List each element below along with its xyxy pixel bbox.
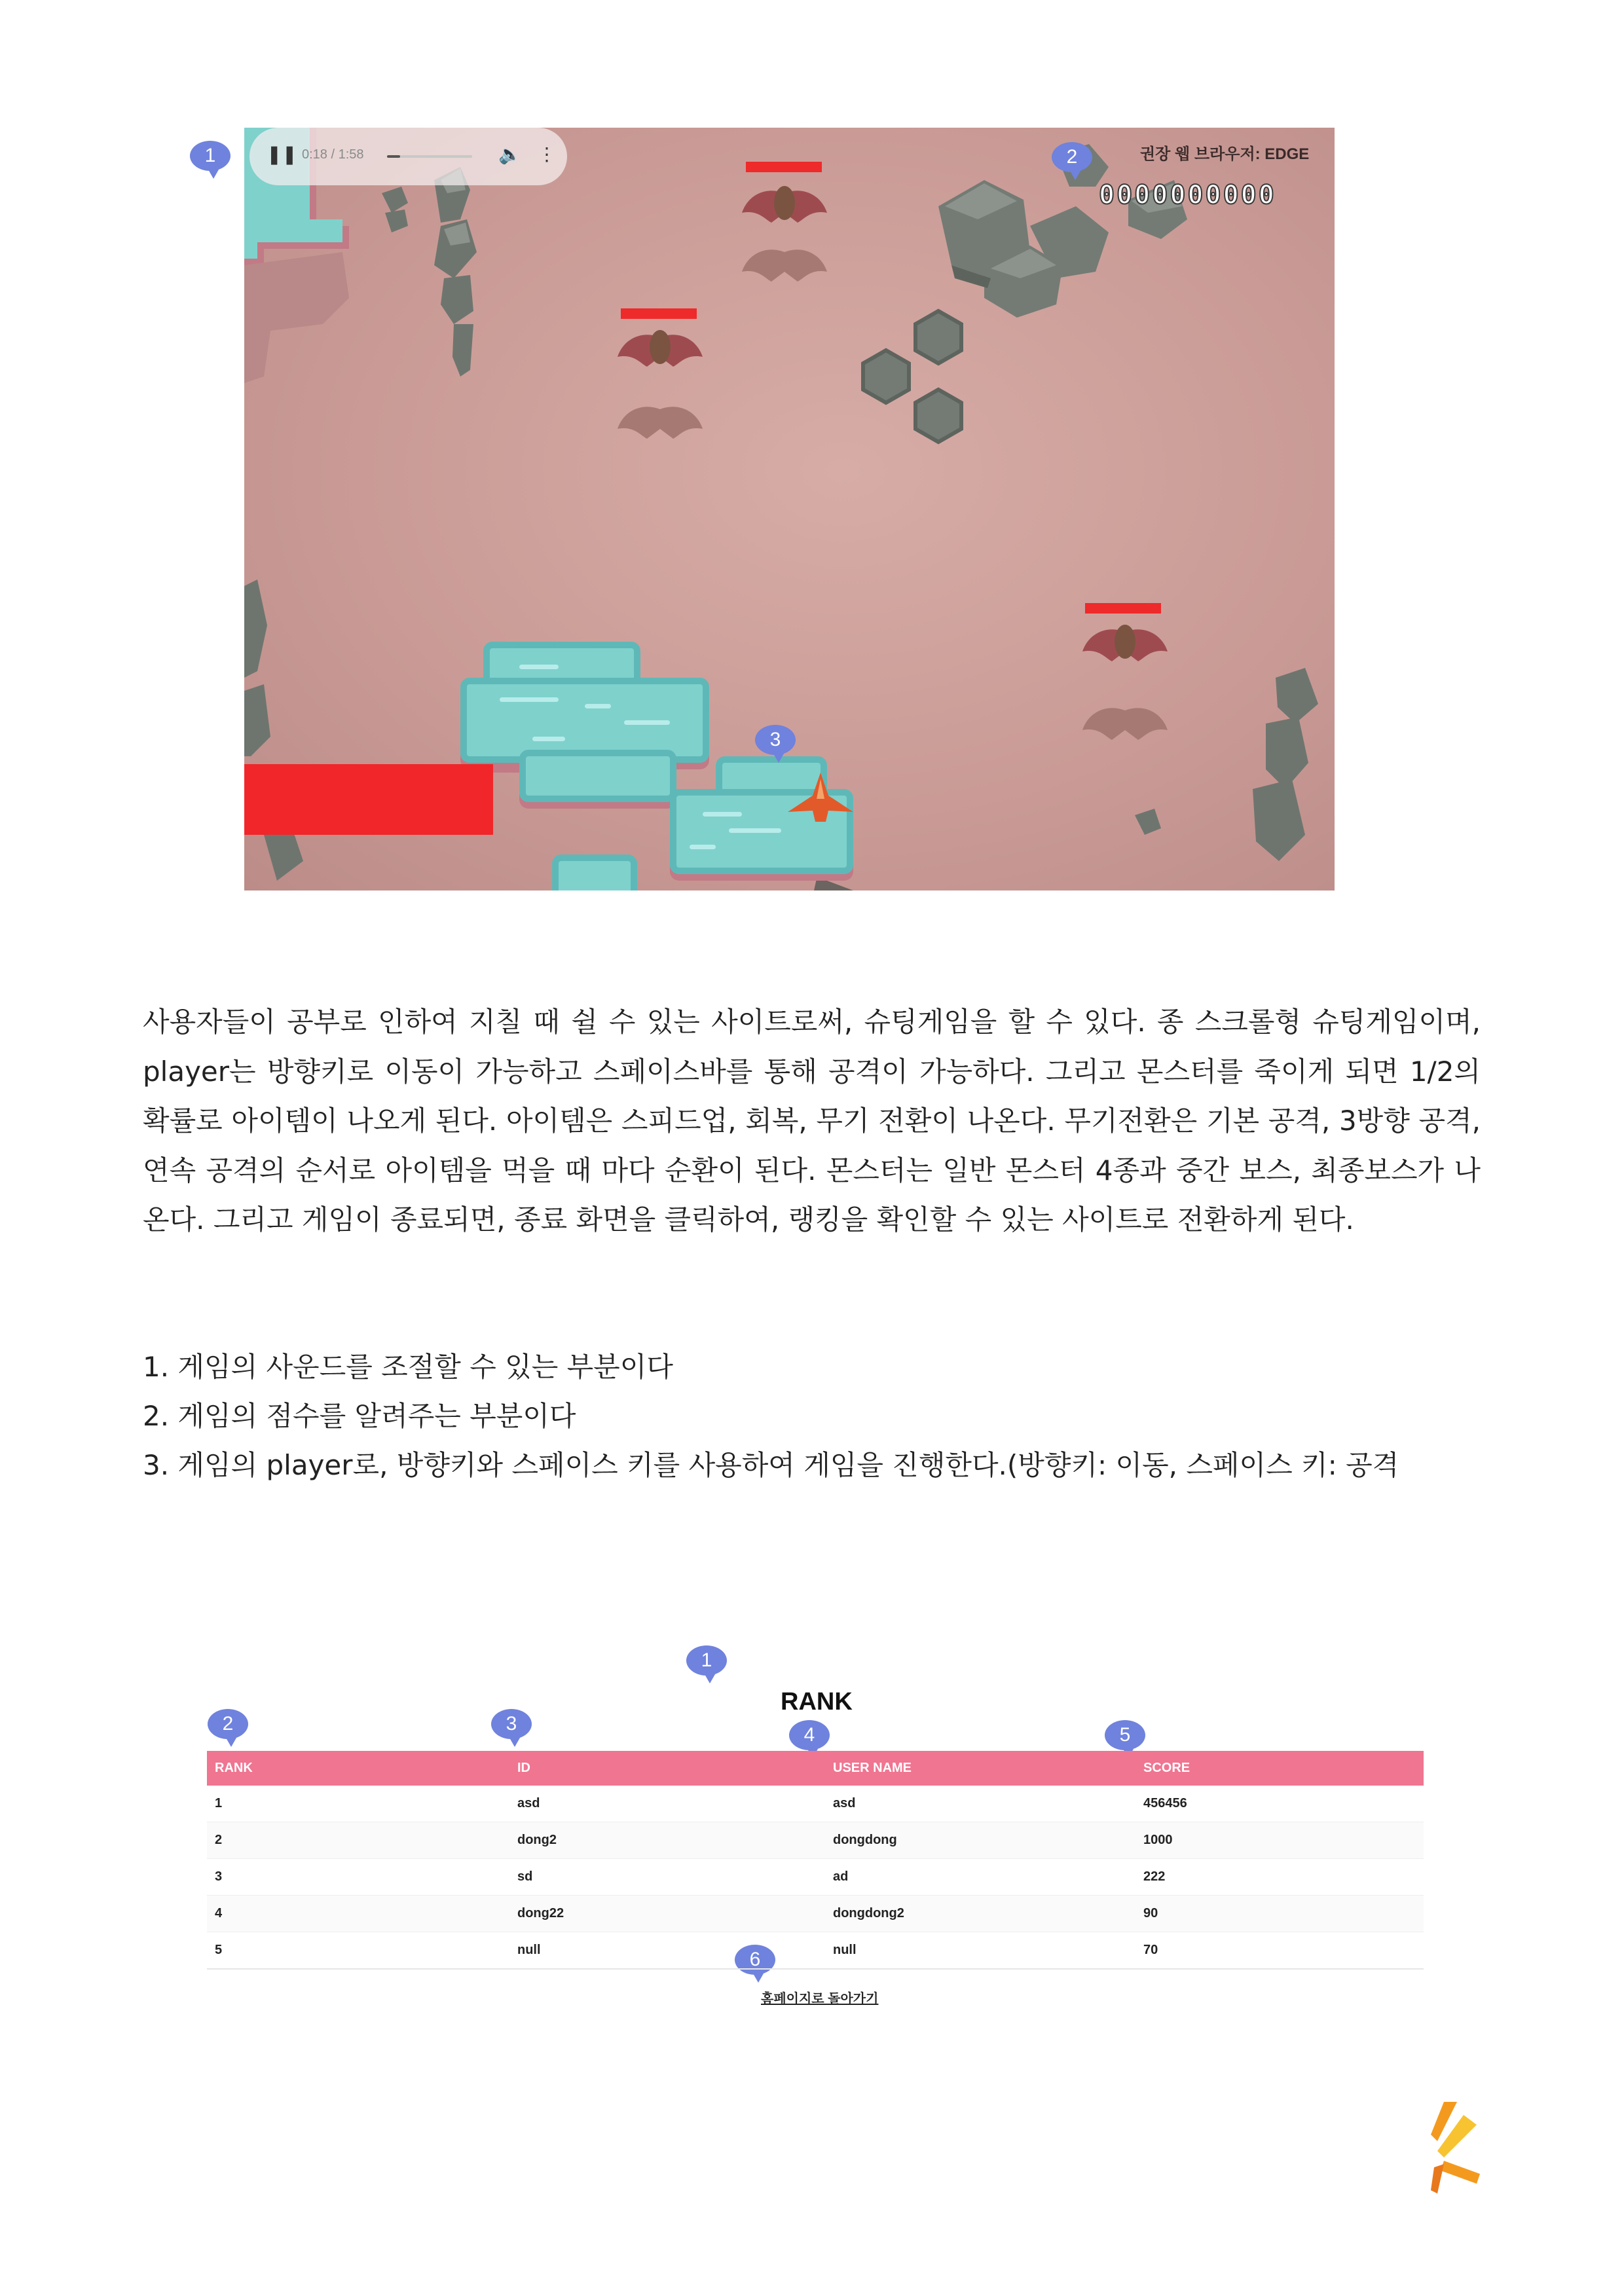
bat-monster <box>1082 612 1168 743</box>
note-line-2: 2. 게임의 점수를 알려주는 부분이다 <box>143 1400 576 1432</box>
id-cell: dong2 <box>509 1822 825 1859</box>
rank-marker-2: 2 <box>208 1709 248 1739</box>
rank-cell: 5 <box>207 1932 509 1970</box>
browser-recommendation: 권장 웹 브라우저: EDGE <box>1140 145 1310 163</box>
rank-cell: 4 <box>207 1896 509 1932</box>
rank-cell: 2 <box>207 1822 509 1859</box>
rank-marker-4: 4 <box>789 1720 830 1750</box>
rank-marker-3: 3 <box>491 1709 532 1739</box>
audio-progress-fill <box>387 155 400 158</box>
annotation-marker-2: 2 <box>1052 142 1092 172</box>
health-gauge <box>244 764 493 835</box>
rank-cell: 3 <box>207 1859 509 1896</box>
water-pool <box>552 854 637 890</box>
score-cell: 1000 <box>1135 1822 1424 1859</box>
user-name-cell: dongdong <box>825 1822 1135 1859</box>
rank-table-header <box>207 1751 1424 1786</box>
corner-logo <box>1431 2102 1483 2194</box>
table-row <box>207 1932 1424 1970</box>
user-name-cell: dongdong2 <box>825 1896 1135 1932</box>
score-cell: 90 <box>1135 1896 1424 1932</box>
score-cell: 70 <box>1135 1932 1424 1970</box>
user-name-cell: ad <box>825 1859 1135 1896</box>
game-description: 사용자들이 공부로 인하여 지칠 때 쉴 수 있는 사이트로써, 슈팅게임을 할 수 있다. 종 스크롤형 슈팅게임이며, player는 방향키로 이동이 가능하고 스페이스바를 통해 공격이 가능하다. 그리고 몬스터를 죽이게 되면 1/2의 확률로 아이템이 나오게 된다. 아이템은 스피드업, 회복, 무기 전환이 나온다. 무기전환은 기본 공격, 3방향 공격, 연속 공격의 순서로 아이템을 먹을 때 마다 순환이 된다. 몬스터는 일반 몬스터 4종과 중간 보스, 최종보스가 나온다. 그리고 게임이 종료되면, 종료 화면을 클릭하여, 랭킹을 확인할 수 있는 사이트로 전환하게 된다. <box>143 1006 1481 1236</box>
table-row <box>207 1896 1424 1932</box>
note-line-3: 3. 게임의 player로, 방향키와 스페이스 키를 사용하여 게임을 진행한다.(방향키: 이동, 스페이스 키: 공격 <box>143 1449 1399 1481</box>
column-header-user-name: USER NAME <box>825 1751 1135 1786</box>
rank-cell: 1 <box>207 1786 509 1822</box>
table-row <box>207 1822 1424 1859</box>
note-line-1: 1. 게임의 사운드를 조절할 수 있는 부분이다 <box>143 1351 673 1383</box>
annotation-marker-3: 3 <box>755 725 796 755</box>
rank-table <box>207 1751 1424 1970</box>
id-cell: sd <box>509 1859 825 1896</box>
audio-seek-bar[interactable] <box>387 155 472 158</box>
home-link[interactable]: 홈페이지로 돌아가기 <box>761 1992 879 2006</box>
rank-marker-6: 6 <box>735 1945 775 1975</box>
pause-icon[interactable]: ❚❚ <box>267 143 297 165</box>
user-name-cell: null <box>825 1932 1135 1970</box>
rank-title: RANK <box>781 1688 853 1716</box>
audio-player[interactable] <box>249 128 567 185</box>
volume-icon[interactable]: 🔈 <box>498 143 521 165</box>
column-header-score: SCORE <box>1135 1751 1424 1786</box>
more-vert-icon[interactable]: ⋮ <box>538 143 556 165</box>
column-header-id: ID <box>509 1751 825 1786</box>
monster-hp-bar <box>746 162 822 172</box>
score-display: 0000000000 <box>1099 180 1276 210</box>
annotation-marker-1-outer: 1 <box>190 141 231 171</box>
game-screenshot <box>244 128 1335 890</box>
column-header-rank: RANK <box>207 1751 509 1786</box>
rank-marker-5: 5 <box>1105 1720 1145 1750</box>
rank-marker-1: 1 <box>686 1645 727 1676</box>
id-cell: asd <box>509 1786 825 1822</box>
water-pool <box>519 750 676 802</box>
audio-time: 0:18 / 1:58 <box>302 147 364 162</box>
bat-monster <box>618 318 703 442</box>
id-cell: null <box>509 1932 825 1970</box>
player-ship <box>788 773 853 825</box>
score-cell: 222 <box>1135 1859 1424 1896</box>
table-row <box>207 1859 1424 1896</box>
score-cell: 456456 <box>1135 1786 1424 1822</box>
id-cell: dong22 <box>509 1896 825 1932</box>
bat-monster <box>742 174 827 285</box>
user-name-cell: asd <box>825 1786 1135 1822</box>
table-row <box>207 1786 1424 1822</box>
